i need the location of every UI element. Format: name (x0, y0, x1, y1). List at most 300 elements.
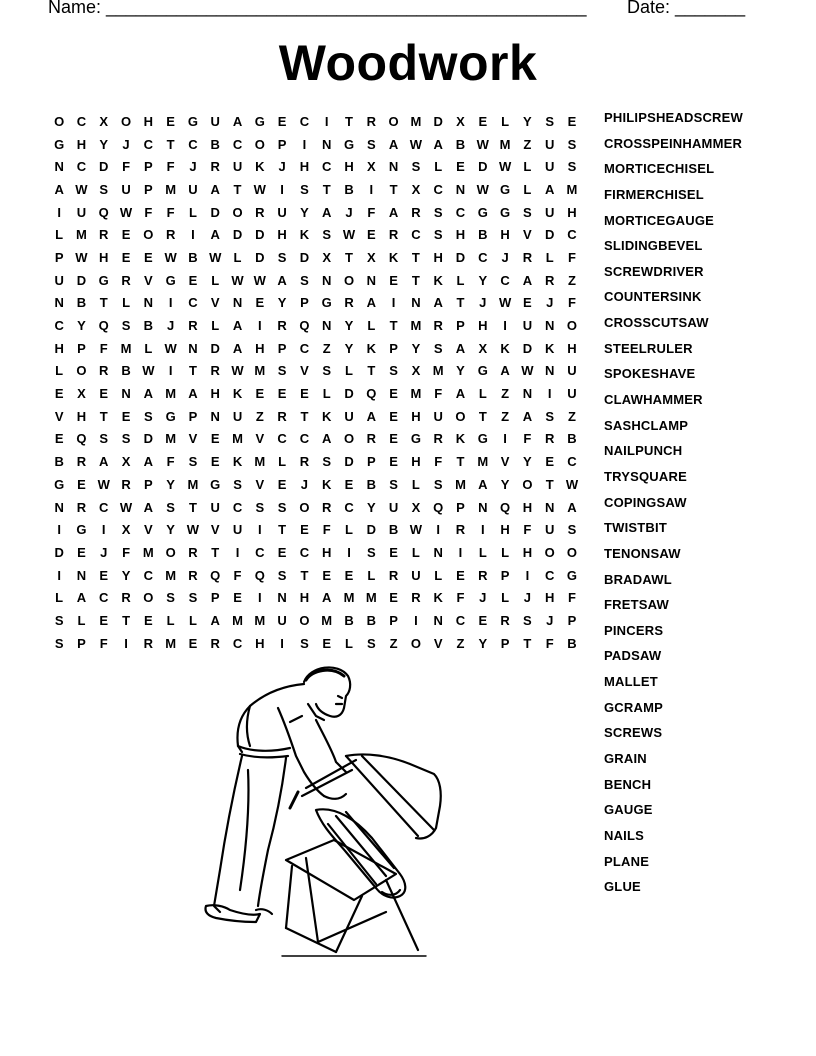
grid-letter[interactable]: H (411, 408, 421, 424)
grid-letter[interactable]: S (366, 136, 376, 152)
grid-letter[interactable]: H (478, 318, 488, 334)
grid-letter[interactable]: C (567, 227, 577, 243)
grid-letter[interactable]: P (188, 408, 198, 424)
grid-letter[interactable]: D (143, 431, 154, 447)
grid-letter[interactable]: O (299, 612, 310, 628)
grid-letter[interactable]: X (411, 363, 421, 379)
grid-letter[interactable]: Y (523, 113, 532, 129)
grid-letter[interactable]: O (544, 544, 555, 560)
grid-letter[interactable]: G (76, 522, 87, 538)
grid-letter[interactable]: X (121, 454, 131, 470)
grid-letter[interactable]: C (455, 204, 466, 220)
grid-letter[interactable]: E (478, 113, 488, 129)
grid-letter[interactable]: Q (366, 386, 377, 402)
grid-letter[interactable]: N (322, 272, 332, 288)
grid-letter[interactable]: M (410, 113, 422, 129)
grid-letter[interactable]: R (99, 227, 109, 243)
grid-letter[interactable]: L (188, 612, 197, 628)
grid-letter[interactable]: C (54, 318, 64, 334)
grid-letter[interactable]: S (366, 544, 376, 560)
grid-letter[interactable]: A (210, 181, 220, 197)
grid-letter[interactable]: V (144, 522, 153, 538)
grid-letter[interactable]: E (144, 612, 153, 628)
grid-letter[interactable]: M (254, 454, 266, 470)
grid-letter[interactable]: R (544, 431, 555, 447)
grid-letter[interactable]: S (389, 476, 398, 492)
grid-letter[interactable]: I (414, 612, 418, 628)
grid-letter[interactable]: E (166, 113, 175, 129)
grid-letter[interactable]: G (210, 476, 221, 492)
grid-letter[interactable]: L (233, 249, 242, 265)
grid-letter[interactable]: S (99, 431, 109, 447)
grid-letter[interactable]: C (76, 159, 87, 175)
grid-letter[interactable]: T (389, 181, 398, 197)
grid-letter[interactable]: D (366, 522, 376, 538)
grid-letter[interactable]: R (277, 408, 287, 424)
grid-letter[interactable]: L (77, 612, 86, 628)
grid-letter[interactable]: X (411, 499, 421, 515)
grid-letter[interactable]: F (122, 544, 131, 560)
grid-letter[interactable]: S (567, 159, 577, 175)
grid-letter[interactable]: T (188, 499, 197, 515)
grid-letter[interactable]: T (523, 635, 532, 651)
grid-letter[interactable]: B (143, 318, 154, 334)
grid-letter[interactable]: W (142, 363, 155, 379)
grid-letter[interactable]: A (143, 499, 154, 515)
grid-letter[interactable]: O (410, 635, 421, 651)
grid-letter[interactable]: Z (501, 386, 510, 402)
grid-letter[interactable]: B (121, 363, 131, 379)
grid-letter[interactable]: I (280, 635, 284, 651)
grid-letter[interactable]: K (388, 249, 399, 265)
grid-letter[interactable]: L (523, 181, 532, 197)
grid-letter[interactable]: W (476, 181, 489, 197)
grid-letter[interactable]: U (210, 499, 220, 515)
grid-letter[interactable]: O (343, 272, 355, 288)
grid-letter[interactable]: C (232, 499, 243, 515)
grid-letter[interactable]: A (76, 590, 87, 606)
grid-letter[interactable]: I (235, 544, 240, 560)
grid-letter[interactable]: R (188, 318, 198, 334)
grid-letter[interactable]: A (433, 136, 443, 152)
grid-letter[interactable]: E (188, 272, 198, 288)
grid-letter[interactable]: L (55, 590, 64, 606)
grid-letter[interactable]: T (345, 113, 353, 129)
grid-letter[interactable]: T (122, 612, 131, 628)
grid-letter[interactable]: A (188, 386, 198, 402)
grid-letter[interactable]: W (97, 476, 110, 492)
grid-letter[interactable]: H (76, 136, 87, 152)
grid-letter[interactable]: O (54, 113, 65, 129)
grid-letter[interactable]: M (232, 612, 243, 628)
grid-letter[interactable]: I (503, 431, 507, 447)
grid-letter[interactable]: E (77, 476, 86, 492)
grid-letter[interactable]: D (299, 249, 310, 265)
grid-letter[interactable]: H (277, 227, 287, 243)
grid-letter[interactable]: E (545, 454, 555, 470)
grid-letter[interactable]: Q (76, 431, 87, 447)
grid-letter[interactable]: D (455, 249, 466, 265)
grid-letter[interactable]: I (258, 590, 262, 606)
grid-letter[interactable]: C (143, 567, 154, 583)
grid-letter[interactable]: F (545, 635, 554, 651)
grid-letter[interactable]: C (143, 136, 154, 152)
grid-letter[interactable]: H (299, 590, 310, 606)
grid-letter[interactable]: H (500, 522, 510, 538)
grid-letter[interactable]: V (210, 295, 220, 311)
grid-letter[interactable]: E (121, 249, 131, 265)
grid-letter[interactable]: C (299, 544, 310, 560)
grid-letter[interactable]: H (76, 408, 87, 424)
grid-letter[interactable]: W (476, 136, 489, 152)
grid-letter[interactable]: M (165, 386, 177, 402)
grid-letter[interactable]: P (389, 340, 398, 356)
grid-letter[interactable]: E (277, 113, 287, 129)
grid-letter[interactable]: W (342, 227, 356, 243)
grid-letter[interactable]: A (433, 295, 443, 311)
grid-letter[interactable]: M (187, 476, 199, 492)
grid-letter[interactable]: W (186, 522, 200, 538)
grid-letter[interactable]: L (545, 249, 554, 265)
grid-letter[interactable]: X (99, 113, 109, 129)
grid-letter[interactable]: S (277, 363, 287, 379)
grid-letter[interactable]: R (165, 227, 176, 243)
grid-letter[interactable]: I (258, 318, 262, 334)
grid-letter[interactable]: O (120, 113, 132, 129)
grid-letter[interactable]: S (300, 635, 309, 651)
grid-letter[interactable]: A (388, 136, 399, 152)
grid-letter[interactable]: H (522, 499, 533, 515)
grid-letter[interactable]: A (99, 454, 109, 470)
grid-letter[interactable]: O (522, 476, 533, 492)
grid-letter[interactable]: T (211, 544, 220, 560)
grid-letter[interactable]: R (411, 204, 421, 220)
grid-letter[interactable]: Y (344, 318, 354, 334)
grid-letter[interactable]: H (500, 227, 510, 243)
grid-letter[interactable]: N (322, 318, 332, 334)
grid-letter[interactable]: M (165, 567, 177, 583)
grid-letter[interactable]: T (99, 408, 108, 424)
grid-letter[interactable]: C (478, 249, 488, 265)
grid-letter[interactable]: W (75, 181, 88, 197)
grid-letter[interactable]: I (324, 113, 329, 129)
grid-letter[interactable]: N (322, 136, 332, 152)
grid-letter[interactable]: T (367, 363, 376, 379)
grid-letter[interactable]: B (344, 181, 354, 197)
grid-letter[interactable]: E (344, 476, 354, 492)
grid-letter[interactable]: K (433, 272, 443, 288)
grid-letter[interactable]: M (365, 590, 377, 606)
grid-letter[interactable]: K (232, 454, 243, 470)
grid-letter[interactable]: D (478, 159, 488, 175)
grid-letter[interactable]: I (525, 567, 530, 583)
grid-letter[interactable]: S (523, 204, 532, 220)
grid-letter[interactable]: N (455, 181, 466, 197)
grid-letter[interactable]: E (210, 431, 220, 447)
grid-letter[interactable]: M (165, 635, 177, 651)
grid-letter[interactable]: N (143, 295, 154, 311)
grid-letter[interactable]: F (322, 522, 331, 538)
grid-letter[interactable]: U (277, 612, 287, 628)
grid-letter[interactable]: D (522, 340, 533, 356)
grid-letter[interactable]: H (210, 386, 220, 402)
grid-letter[interactable]: U (544, 204, 555, 220)
grid-letter[interactable]: X (366, 249, 376, 265)
grid-letter[interactable]: J (479, 590, 487, 606)
grid-letter[interactable]: S (433, 227, 443, 243)
grid-letter[interactable]: I (302, 136, 307, 152)
grid-letter[interactable]: S (121, 431, 131, 447)
grid-letter[interactable]: N (54, 159, 64, 175)
grid-letter[interactable]: K (366, 340, 376, 356)
grid-letter[interactable]: A (500, 363, 510, 379)
grid-letter[interactable]: W (231, 363, 244, 379)
grid-letter[interactable]: P (277, 340, 287, 356)
grid-letter[interactable]: Y (500, 476, 510, 492)
grid-letter[interactable]: U (544, 522, 555, 538)
grid-letter[interactable]: H (255, 340, 265, 356)
grid-letter[interactable]: F (99, 340, 108, 356)
grid-letter[interactable]: E (389, 590, 398, 606)
grid-letter[interactable]: Y (523, 454, 532, 470)
grid-letter[interactable]: O (566, 318, 578, 334)
grid-letter[interactable]: D (76, 272, 87, 288)
grid-letter[interactable]: E (188, 635, 198, 651)
grid-letter[interactable]: I (168, 363, 173, 379)
grid-letter[interactable]: E (121, 408, 131, 424)
grid-letter[interactable]: O (388, 113, 399, 129)
grid-letter[interactable]: R (210, 363, 220, 379)
grid-letter[interactable]: S (121, 318, 131, 334)
grid-letter[interactable]: S (433, 340, 443, 356)
grid-letter[interactable]: N (388, 159, 399, 175)
grid-letter[interactable]: A (210, 227, 220, 243)
grid-letter[interactable]: C (344, 499, 354, 515)
grid-letter[interactable]: D (210, 340, 220, 356)
grid-letter[interactable]: P (77, 635, 86, 651)
grid-letter[interactable]: F (434, 386, 443, 402)
grid-letter[interactable]: O (566, 544, 578, 560)
grid-letter[interactable]: R (76, 499, 87, 515)
grid-letter[interactable]: G (500, 181, 511, 197)
grid-letter[interactable]: N (522, 386, 533, 402)
grid-letter[interactable]: L (211, 318, 220, 334)
grid-letter[interactable]: M (76, 227, 87, 243)
grid-letter[interactable]: E (99, 386, 109, 402)
grid-letter[interactable]: L (501, 590, 510, 606)
grid-letter[interactable]: X (121, 522, 131, 538)
grid-letter[interactable]: J (100, 544, 108, 560)
grid-letter[interactable]: L (523, 159, 532, 175)
grid-letter[interactable]: U (411, 567, 421, 583)
grid-letter[interactable]: G (321, 295, 332, 311)
grid-letter[interactable]: L (456, 272, 465, 288)
grid-letter[interactable]: Z (501, 408, 510, 424)
grid-letter[interactable]: F (99, 635, 108, 651)
grid-letter[interactable]: T (300, 408, 309, 424)
grid-letter[interactable]: B (54, 454, 64, 470)
grid-letter[interactable]: A (322, 590, 332, 606)
grid-letter[interactable]: E (255, 386, 265, 402)
grid-letter[interactable]: H (567, 204, 577, 220)
grid-letter[interactable]: S (545, 113, 555, 129)
grid-letter[interactable]: G (566, 567, 578, 583)
grid-letter[interactable]: Q (433, 499, 444, 515)
grid-letter[interactable]: A (232, 113, 243, 129)
grid-letter[interactable]: T (188, 363, 197, 379)
grid-letter[interactable]: L (434, 567, 443, 583)
grid-letter[interactable]: P (277, 136, 287, 152)
grid-letter[interactable]: V (144, 272, 153, 288)
grid-letter[interactable]: M (566, 181, 578, 197)
grid-letter[interactable]: Z (568, 272, 576, 288)
grid-letter[interactable]: N (478, 499, 488, 515)
grid-letter[interactable]: V (500, 454, 510, 470)
grid-letter[interactable]: P (456, 318, 465, 334)
grid-letter[interactable]: P (456, 499, 465, 515)
grid-letter[interactable]: R (366, 431, 376, 447)
grid-letter[interactable]: B (388, 522, 399, 538)
grid-letter[interactable]: U (232, 159, 243, 175)
grid-letter[interactable]: M (232, 431, 243, 447)
grid-letter[interactable]: X (411, 181, 421, 197)
grid-letter[interactable]: Y (411, 340, 421, 356)
grid-letter[interactable]: S (322, 363, 332, 379)
grid-letter[interactable]: S (188, 590, 198, 606)
grid-letter[interactable]: T (456, 295, 465, 311)
grid-letter[interactable]: I (480, 522, 485, 538)
grid-letter[interactable]: K (299, 227, 310, 243)
grid-letter[interactable]: P (54, 249, 64, 265)
grid-letter[interactable]: S (277, 249, 287, 265)
grid-letter[interactable]: D (544, 227, 555, 243)
grid-letter[interactable]: J (546, 612, 554, 628)
grid-letter[interactable]: M (321, 612, 333, 628)
grid-letter[interactable]: H (299, 159, 310, 175)
grid-letter[interactable]: J (300, 476, 309, 492)
grid-letter[interactable]: E (277, 544, 287, 560)
grid-letter[interactable]: G (477, 363, 488, 379)
grid-letter[interactable]: D (210, 204, 220, 220)
grid-letter[interactable]: D (344, 454, 354, 470)
grid-letter[interactable]: O (455, 408, 466, 424)
grid-letter[interactable]: E (121, 227, 131, 243)
grid-letter[interactable]: T (389, 318, 398, 334)
grid-letter[interactable]: E (144, 249, 153, 265)
grid-letter[interactable]: G (54, 476, 65, 492)
grid-letter[interactable]: U (54, 272, 64, 288)
grid-letter[interactable]: N (277, 590, 287, 606)
grid-letter[interactable]: K (322, 476, 332, 492)
grid-letter[interactable]: A (143, 386, 154, 402)
grid-letter[interactable]: E (389, 272, 398, 288)
grid-letter[interactable]: I (391, 295, 396, 311)
grid-letter[interactable]: I (191, 227, 195, 243)
grid-letter[interactable]: J (479, 295, 487, 311)
grid-letter[interactable]: N (411, 295, 421, 311)
grid-letter[interactable]: R (544, 272, 555, 288)
grid-letter[interactable]: I (280, 181, 284, 197)
grid-letter[interactable]: L (478, 544, 487, 560)
grid-letter[interactable]: W (119, 499, 133, 515)
grid-letter[interactable]: A (522, 408, 533, 424)
grid-letter[interactable]: T (322, 181, 331, 197)
grid-letter[interactable]: G (165, 272, 176, 288)
grid-letter[interactable]: Q (210, 567, 221, 583)
grid-letter[interactable]: A (322, 431, 332, 447)
grid-letter[interactable]: M (477, 454, 489, 470)
grid-letter[interactable]: S (322, 227, 332, 243)
grid-letter[interactable]: R (210, 159, 220, 175)
grid-letter[interactable]: S (255, 499, 265, 515)
grid-letter[interactable]: U (232, 522, 243, 538)
grid-letter[interactable]: H (344, 159, 354, 175)
grid-letter[interactable]: B (210, 136, 220, 152)
grid-letter[interactable]: G (98, 272, 109, 288)
grid-letter[interactable]: M (455, 476, 466, 492)
grid-letter[interactable]: Y (478, 272, 488, 288)
grid-letter[interactable]: P (144, 159, 153, 175)
grid-letter[interactable]: A (544, 181, 555, 197)
grid-letter[interactable]: L (166, 612, 175, 628)
grid-letter[interactable]: I (57, 522, 61, 538)
grid-letter[interactable]: P (389, 612, 398, 628)
grid-letter[interactable]: C (99, 590, 109, 606)
grid-letter[interactable]: Y (300, 204, 309, 220)
grid-letter[interactable]: A (322, 204, 332, 220)
grid-letter[interactable]: H (567, 340, 577, 356)
grid-letter[interactable]: U (210, 113, 220, 129)
grid-letter[interactable]: P (77, 340, 86, 356)
grid-letter[interactable]: A (232, 340, 243, 356)
grid-letter[interactable]: C (455, 612, 466, 628)
grid-letter[interactable]: B (76, 295, 87, 311)
grid-letter[interactable]: V (523, 227, 532, 243)
grid-letter[interactable]: K (232, 386, 243, 402)
grid-letter[interactable]: S (54, 612, 64, 628)
grid-letter[interactable]: W (231, 272, 244, 288)
grid-letter[interactable]: G (343, 136, 355, 152)
grid-letter[interactable]: K (455, 431, 466, 447)
grid-letter[interactable]: L (278, 454, 287, 470)
grid-letter[interactable]: B (344, 612, 354, 628)
grid-letter[interactable]: J (122, 136, 130, 152)
grid-letter[interactable]: E (277, 386, 287, 402)
grid-letter[interactable]: O (299, 499, 310, 515)
grid-letter[interactable]: E (456, 567, 465, 583)
grid-letter[interactable]: S (300, 272, 309, 288)
grid-letter[interactable]: L (345, 522, 353, 538)
grid-letter[interactable]: U (232, 408, 243, 424)
grid-letter[interactable]: L (345, 363, 353, 379)
grid-letter[interactable]: N (433, 612, 443, 628)
grid-letter[interactable]: S (166, 590, 175, 606)
grid-letter[interactable]: B (366, 612, 376, 628)
grid-letter[interactable]: M (410, 318, 422, 334)
name-field[interactable]: Name: ________________________________________________ (48, 0, 587, 17)
grid-letter[interactable]: R (76, 454, 87, 470)
grid-letter[interactable]: V (54, 408, 64, 424)
grid-letter[interactable]: R (411, 590, 421, 606)
grid-letter[interactable]: Z (456, 635, 465, 651)
grid-letter[interactable]: X (77, 386, 86, 402)
grid-letter[interactable]: C (411, 227, 421, 243)
grid-letter[interactable]: F (568, 249, 576, 265)
grid-letter[interactable]: G (477, 204, 488, 220)
grid-letter[interactable]: Y (99, 136, 109, 152)
grid-letter[interactable]: C (255, 544, 265, 560)
grid-letter[interactable]: G (254, 113, 265, 129)
